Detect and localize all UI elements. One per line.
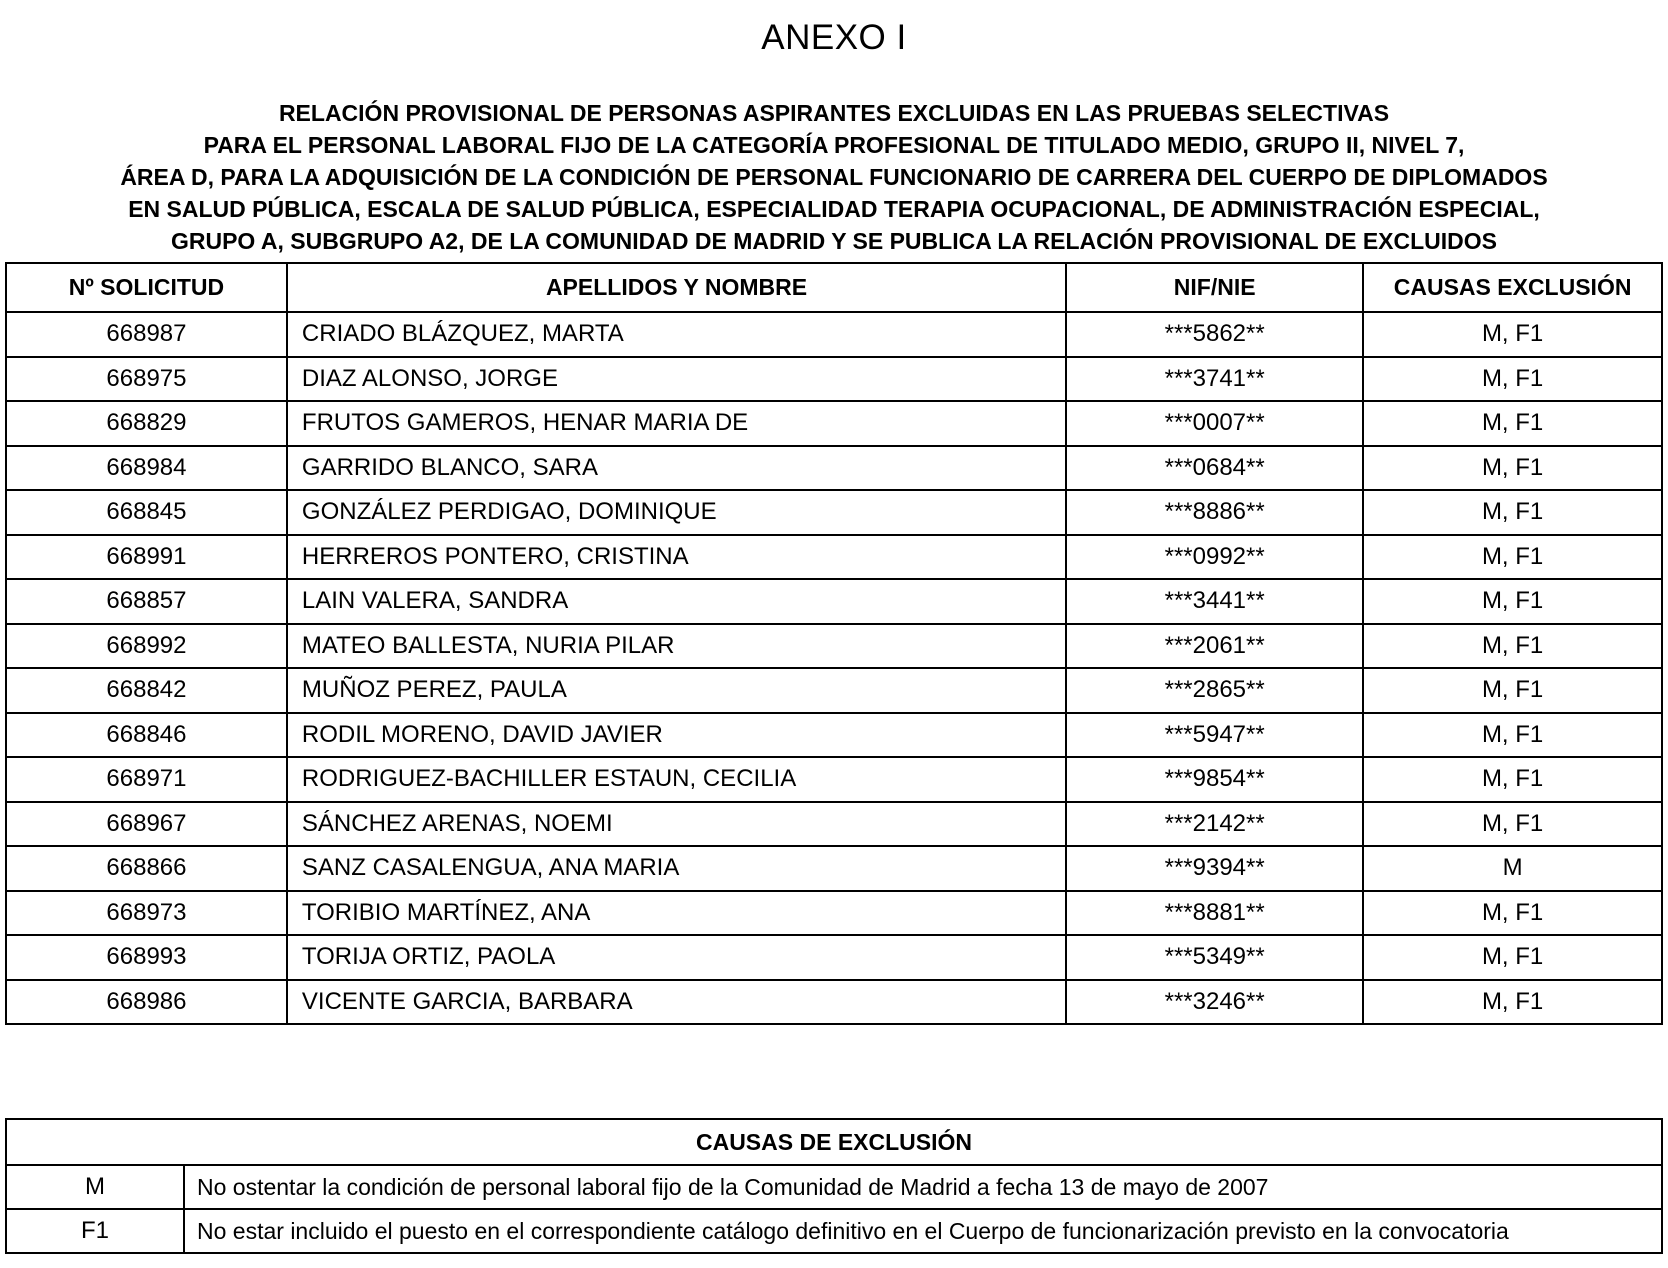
cell-nif: ***3741** <box>1066 357 1363 402</box>
subtitle-line: PARA EL PERSONAL LABORAL FIJO DE LA CATEGORÍA PROFESIONAL DE TITULADO MEDIO, GRUPO II, NIVEL 7, <box>203 132 1465 158</box>
table-row <box>6 757 1662 802</box>
cell-nombre: MATEO BALLESTA, NURIA PILAR <box>287 624 1066 669</box>
subtitle-line: ÁREA D, PARA LA ADQUISICIÓN DE LA CONDICIÓN DE PERSONAL FUNCIONARIO DE CARRERA DEL CUERPO DE DIPLOMADOS <box>120 164 1548 190</box>
cell-solicitud: 668866 <box>6 846 287 891</box>
cause-description: No ostentar la condición de personal laboral fijo de la Comunidad de Madrid a fecha 13 de mayo de 2007 <box>184 1165 1662 1209</box>
cell-causas: M, F1 <box>1363 579 1662 624</box>
cell-nif: ***9394** <box>1066 846 1363 891</box>
table-row <box>6 579 1662 624</box>
column-header-nombre: APELLIDOS Y NOMBRE <box>287 263 1066 312</box>
cell-causas: M, F1 <box>1363 713 1662 758</box>
column-header-causas: CAUSAS EXCLUSIÓN <box>1363 263 1662 312</box>
table-row <box>6 668 1662 713</box>
cell-nombre: VICENTE GARCIA, BARBARA <box>287 980 1066 1025</box>
cell-causas: M, F1 <box>1363 980 1662 1025</box>
cause-code: M <box>6 1165 184 1209</box>
cell-solicitud: 668984 <box>6 446 287 491</box>
cell-solicitud: 668845 <box>6 490 287 535</box>
table-header-row <box>6 263 1662 312</box>
column-header-nif: NIF/NIE <box>1066 263 1363 312</box>
excluded-applicants-table <box>5 262 1663 1025</box>
cell-solicitud: 668857 <box>6 579 287 624</box>
cell-causas: M, F1 <box>1363 535 1662 580</box>
cell-nombre: SANZ CASALENGUA, ANA MARIA <box>287 846 1066 891</box>
cell-solicitud: 668971 <box>6 757 287 802</box>
cell-solicitud: 668993 <box>6 935 287 980</box>
cell-solicitud: 668842 <box>6 668 287 713</box>
cell-nif: ***2142** <box>1066 802 1363 847</box>
page-title: ANEXO I <box>761 18 907 57</box>
subtitle-line: EN SALUD PÚBLICA, ESCALA DE SALUD PÚBLICA, ESPECIALIDAD TERAPIA OCUPACIONAL, DE ADMINISTRACIÓN ESPECIAL, <box>128 196 1540 222</box>
cell-solicitud: 668992 <box>6 624 287 669</box>
cell-nif: ***8886** <box>1066 490 1363 535</box>
subtitle-line: GRUPO A, SUBGRUPO A2, DE LA COMUNIDAD DE MADRID Y SE PUBLICA LA RELACIÓN PROVISIONAL DE EXCLUIDOS <box>170 228 1497 254</box>
column-header-solicitud: Nº SOLICITUD <box>6 263 287 312</box>
causes-header-row <box>6 1119 1662 1165</box>
cell-causas: M, F1 <box>1363 490 1662 535</box>
cell-causas: M, F1 <box>1363 446 1662 491</box>
table-row <box>6 891 1662 936</box>
cell-causas: M <box>1363 846 1662 891</box>
cell-nif: ***2061** <box>1066 624 1363 669</box>
cell-causas: M, F1 <box>1363 401 1662 446</box>
cell-causas: M, F1 <box>1363 312 1662 357</box>
table-row <box>6 935 1662 980</box>
cell-nombre: LAIN VALERA, SANDRA <box>287 579 1066 624</box>
table-row <box>6 535 1662 580</box>
cell-nif: ***2865** <box>1066 668 1363 713</box>
cell-nombre: GARRIDO BLANCO, SARA <box>287 446 1066 491</box>
table-row <box>6 401 1662 446</box>
cell-causas: M, F1 <box>1363 891 1662 936</box>
table-row <box>6 490 1662 535</box>
cause-description: No estar incluido el puesto en el correspondiente catálogo definitivo en el Cuerpo de funcionarización previsto en la convocatoria <box>184 1209 1662 1253</box>
cell-nombre: RODRIGUEZ-BACHILLER ESTAUN, CECILIA <box>287 757 1066 802</box>
cell-solicitud: 668829 <box>6 401 287 446</box>
cell-nombre: TORIJA ORTIZ, PAOLA <box>287 935 1066 980</box>
cell-nif: ***3441** <box>1066 579 1363 624</box>
cell-nif: ***5349** <box>1066 935 1363 980</box>
cell-solicitud: 668975 <box>6 357 287 402</box>
document-subtitle <box>0 97 1668 257</box>
cell-nif: ***0992** <box>1066 535 1363 580</box>
cell-nombre: CRIADO BLÁZQUEZ, MARTA <box>287 312 1066 357</box>
cell-nombre: HERREROS PONTERO, CRISTINA <box>287 535 1066 580</box>
cell-nombre: SÁNCHEZ ARENAS, NOEMI <box>287 802 1066 847</box>
cell-solicitud: 668991 <box>6 535 287 580</box>
cell-causas: M, F1 <box>1363 802 1662 847</box>
cell-solicitud: 668846 <box>6 713 287 758</box>
cause-code: F1 <box>6 1209 184 1253</box>
cell-nif: ***8881** <box>1066 891 1363 936</box>
causes-row <box>6 1165 1662 1209</box>
cell-solicitud: 668987 <box>6 312 287 357</box>
cell-nombre: TORIBIO MARTÍNEZ, ANA <box>287 891 1066 936</box>
cell-causas: M, F1 <box>1363 757 1662 802</box>
table-row <box>6 446 1662 491</box>
cell-nombre: GONZÁLEZ PERDIGAO, DOMINIQUE <box>287 490 1066 535</box>
cell-nombre: FRUTOS GAMEROS, HENAR MARIA DE <box>287 401 1066 446</box>
table-row <box>6 713 1662 758</box>
cell-nif: ***0684** <box>1066 446 1363 491</box>
cell-nif: ***5947** <box>1066 713 1363 758</box>
cell-nif: ***5862** <box>1066 312 1363 357</box>
cell-solicitud: 668967 <box>6 802 287 847</box>
table-row <box>6 357 1662 402</box>
cell-causas: M, F1 <box>1363 935 1662 980</box>
cell-causas: M, F1 <box>1363 624 1662 669</box>
causes-row <box>6 1209 1662 1253</box>
exclusion-causes-table <box>5 1118 1663 1254</box>
cell-nombre: RODIL MORENO, DAVID JAVIER <box>287 713 1066 758</box>
cell-nif: ***9854** <box>1066 757 1363 802</box>
cell-nombre: DIAZ ALONSO, JORGE <box>287 357 1066 402</box>
table-row <box>6 980 1662 1025</box>
cell-causas: M, F1 <box>1363 357 1662 402</box>
causes-table-title: CAUSAS DE EXCLUSIÓN <box>6 1119 1662 1165</box>
cell-solicitud: 668986 <box>6 980 287 1025</box>
table-row <box>6 312 1662 357</box>
table-row <box>6 846 1662 891</box>
cell-solicitud: 668973 <box>6 891 287 936</box>
subtitle-line: RELACIÓN PROVISIONAL DE PERSONAS ASPIRANTES EXCLUIDAS EN LAS PRUEBAS SELECTIVAS <box>278 100 1390 126</box>
table-row <box>6 624 1662 669</box>
cell-causas: M, F1 <box>1363 668 1662 713</box>
table-row <box>6 802 1662 847</box>
cell-nif: ***0007** <box>1066 401 1363 446</box>
cell-nif: ***3246** <box>1066 980 1363 1025</box>
cell-nombre: MUÑOZ PEREZ, PAULA <box>287 668 1066 713</box>
